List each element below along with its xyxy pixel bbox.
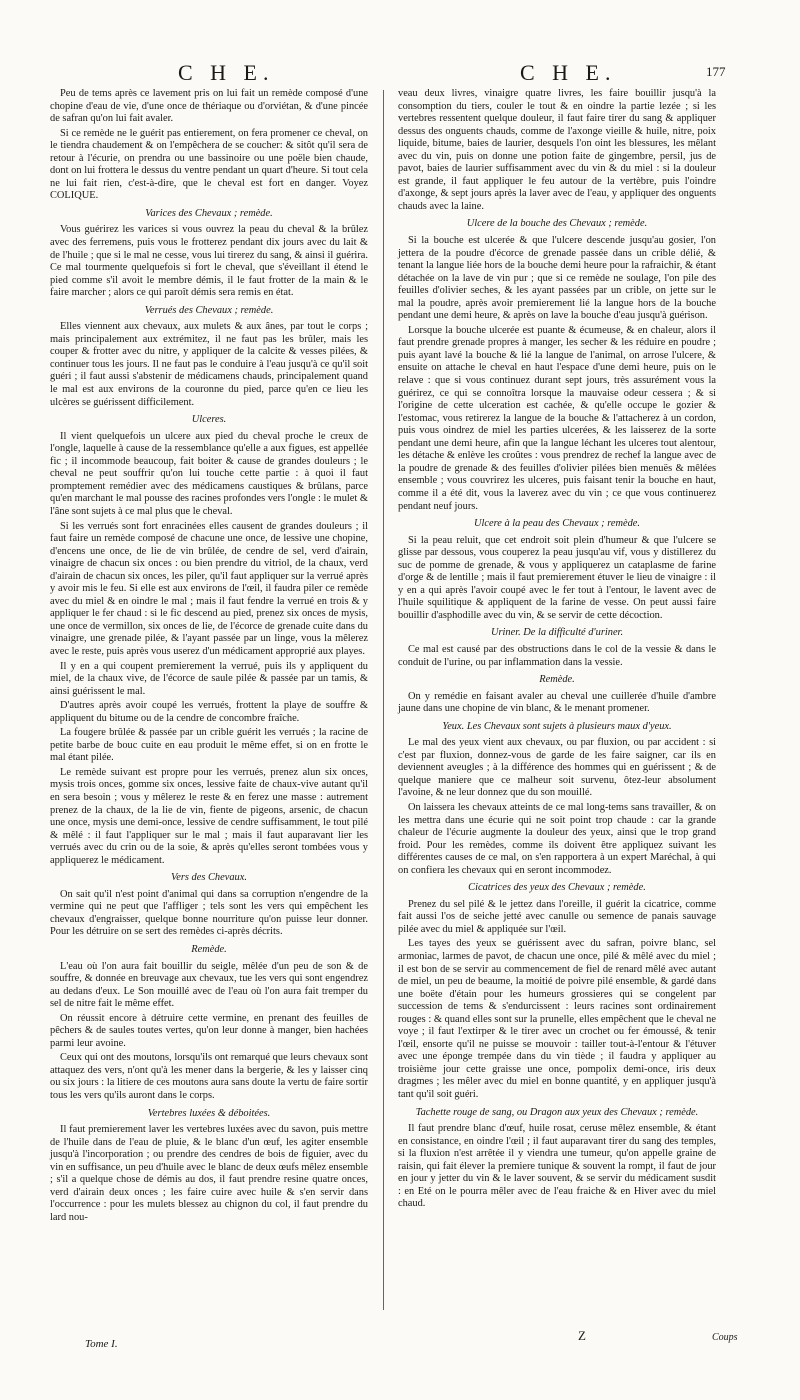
paragraph: On sait qu'il n'est point d'animal qui dans sa corruption n'engendre de la vermine qui ne peut que l'affliger ; tels sont les vers qui empêchent les chevaux d'engraisser, quelque bonne nourriture qu'on puisse leur donner. Pour les détruire on se sert des remèdes ci-après décrits. — [50, 888, 368, 938]
paragraph: La fougere brûlée & passée par un crible guérit les verrués ; la racine de petite barbe de bouc cuite en eau produit le même effet, si on en frotte le mal étant pilée. — [50, 727, 368, 764]
paragraph: On y remédie en faisant avaler au cheval une cuillerée d'huile d'ambre jaune dans une chopine de vin blanc, & le menant promener. — [398, 690, 716, 715]
paragraph: Vous guérirez les varices si vous ouvrez la peau du cheval & la brûlez avec des ferremens, puis vous le frotterez pendant dix jours avec du lait & de l'huile ; que si le mal ne cesse, vous lui tirerez du sang, & ainsi il guérira. Ce mal tourmente quelquefois si fort le cheval, que s'éveillant il étend le pied comme s'il avoit le membre démis, il le faut frotter de la main & le faire marcher ; alors ce qui paroît démis sera remis en état. — [50, 224, 368, 299]
paragraph: Ceux qui ont des moutons, lorsqu'ils ont remarqué que leurs chevaux sont attaquez des vers, n'ont qu'à les mener dans la bergerie, & les y laisser cinq ou six jours : la litiere de ces moutons aura sans doute la vertu de faire sortir tous les vers qu'ils auront dans le corps. — [50, 1052, 368, 1102]
paragraph: Il vient quelquefois un ulcere aux pied du cheval proche le creux de l'ongle, laquelle à cause de la ressemblance qu'elle a aux figues, est appellée fic ; il incommode beaucoup, fait boiter & cause de grandes douleurs ; le cheval ne peut souffrir qu'on lui touche cette partie : à quoi il faut promptement remédier avec des médicamens caustiques & brûlans, parce qu'en marchant le mal pousse des racines profondes vers l'ongle : le mulet & l'âne sont sujets à ce mal plus que le cheval. — [50, 430, 368, 517]
paragraph: Il faut premierement laver les vertebres luxées avec du savon, puis mettre de l'huile dans de l'eau de pluie, & le blanc d'un œuf, les agiter ensemble jusqu'à l'incorporation ; ou prendre des cendres de bois de figuier, avec du vin en suffisance, un peu d'huile avec le blanc de deux œufs mêlez ensemble ; s'il a quelque chose de démis au dos, il faut prendre resine quatre onces, verd d'airain deux onces ; les faire cuire avec huile & s'en servir dans l'occurrence : pour les mulets blessez au chignon du col, il faut prendre du lard nou- — [50, 1124, 368, 1223]
header-right-title: C H E. — [520, 60, 617, 85]
page-number: 177 — [706, 64, 726, 79]
paragraph: Elles viennent aux chevaux, aux mulets & aux ânes, par tout le corps ; mais principalement aux extrémitez, il ne faut pas les brûler, mais les couper & frotter avec du nitre, y appliquer de la calcite & vesses pilées, & continuer tous les jours. Il ne faut pas le conduire à l'eau jusqu'à ce qu'il soit guéri ; il faut aussi s'abstenir de médicamens chauds, principalement quand le mal est aux environs de la couronne du pied, parce qu'en ce lieu les ulcères se guérissent difficilement. — [50, 321, 368, 408]
running-header — [0, 58, 800, 88]
paragraph: Peu de tems après ce lavement pris on lui fait un remède composé d'une chopine d'eau de vie, d'une once de thériaque ou d'orviétan, & d'une pincée de safran qu'on lui fait avaler. — [50, 88, 368, 125]
section-heading: Yeux. Les Chevaux sont sujets à plusieurs maux d'yeux. — [442, 720, 672, 732]
section-heading: Vers des Chevaux. — [171, 872, 247, 884]
paragraph: Si les verrués sont fort enracinées elles causent de grandes douleurs ; il faut faire un remède composé de chacune une once, de lessive une chopine, d'encens une once, de lie de vin brûlée, de cendre de sel, verd d'airain, vinaigre de chacun six onces : ou bien prendre du vitriol, de la chaux, verd d'airain de chacun six onces, les piler, qu'il faut appliquer sur la verrué après y avoir mis le feu. Si elle est aux environs de l'œil, il faudra piler ce remède avec du miel & en oindre le mal ; mais il faut fendre la verrué en trois & y appliquer le fer chaud : si le fic descend au pied, prenez six onces de mysis, une once de vermillon, six onces de lie, de l'écorce de grenade cuite dans du vinaigre, une grenade pilée, & l'ayant passée par un linge, vous la mêlerez avec le reste, puis après vous userez d'un médicament approprié aux playes. — [50, 520, 368, 657]
section-heading: Remède. — [191, 944, 227, 955]
paragraph: Le mal des yeux vient aux chevaux, ou par fluxion, ou par accident : si c'est par fluxion, donnez-vous de garde de les faire saigner, car ils en deviennent aveugles ; à la différence des hommes qui en guérissent ; & de quelque maniere que ce malheur soit survenu, ôtez-leur absolument l'avoine, & ne leur donnez que du son mouillé. — [398, 737, 716, 799]
paragraph: Les tayes des yeux se guérissent avec du safran, poivre blanc, sel armoniac, larmes de pavot, de chacun une once, pilé & mêlé avec du miel ; il est bon de se servir au commencement de fiel de renard mêlé avec autant de miel, un peu de beaume, la moitié de poivre pilé ensemble, & gardé dans une boëte d'étain pour les humeurs grossieres qui se congelent par succession de tems & s'endurcissent : leurs racines sont ordinairement rouges : & quand elles sont sur la prunelle, elles empêchent que le cheval ne voye ; il faut l'extirper & le tirer avec un crochet ou fer émoussé, & tenir l'œil, ensorte qu'il ne puisse se mouvoir : tailler tout-à-l'entour & l'étuver avec une éponge trempée dans du vin tiède ; il faudra y appliquer au troisième jour cette graisse une once, pompolix demi-once, iris deux dragmes ; les mêler avec du miel en bonne quantité, y en appliquer jusqu'à tant qu'il soit guéri. — [398, 938, 716, 1101]
section-heading: Uriner. De la difficulté d'uriner. — [490, 627, 624, 639]
section-heading: Vertebres luxées & déboitées. — [147, 1107, 271, 1119]
section-heading: Ulceres. — [191, 414, 227, 426]
paragraph: veau deux livres, vinaigre quatre livres, les faire bouillir jusqu'à la consomption du tiers, couler le tout & en oindre la partie lezée ; si les vertebres ressentent quelque douleur, il faut faire tirer du sang & appliquer dessus des onguents chauds, comme de l'axonge vieille & huile, nitre, poix liquide, bitume, baies de laurier, desquels l'on oint les blessures, les mêlant avec du vin, puis on donne une potion faite de gingembre, persil, jus de pavot, baies de laurier suffisamment avec du vin & du miel : si la douleur est grande, il faut appliquer le feu autour de la vertèbre, puis l'oindre d'axonge, & sept jours après la laver avec de l'eau, y appliquer des onguents chauds avec la laine. — [398, 88, 716, 212]
paragraph: Si la peau reluit, que cet endroit soit plein d'humeur & que l'ulcere se glisse par dessous, vous couperez la peau jusqu'au vif, vous y distillerez du suc de pomme de grenade, & vous y appliquerez un cataplasme de farine d'orge & de lentille ; mais il faut premierement étuver le lieu de vinaigre : il y en a qui après l'avoir coupé avec le fer tout à l'entour, le lavent avec de l'huile squilitique & appliquent de la farine de vesse. On peut aussi faire bouillir d'asphodille avec du vin, & se servir de cette décoction. — [398, 534, 716, 621]
paragraph: Il faut prendre blanc d'œuf, huile rosat, ceruse mêlez ensemble, & étant en consistance, en oindre l'œil ; il faut auparavant tirer du sang des temples, si la fluxion n'est arrêtée il y viendra une tumeur, qu'on appelle graine de raisin, qui fait élever la premiere tunique & souvent la rompt, il faut de jour en jour y jetter du vin & le laver souvent, & se servir du médicament susdit : en Eté on le pourra mêler avec de l'eau fraiche & en Hiver avec du miel chaud. — [398, 1123, 716, 1210]
signature-mark: Z — [578, 1328, 586, 1343]
section-heading: Varices des Chevaux ; remède. — [145, 207, 273, 219]
paragraph: L'eau où l'on aura fait bouillir du seigle, mêlée d'un peu de son & de souffre, & donnée en breuvage aux chevaux, tue les vers qui sont engendrez au dedans d'eux. Le Son mouillé avec de l'eau où l'on aura fait tremper du sel de nitre fait le même effet. — [50, 960, 368, 1010]
section-heading: Ulcere de la bouche des Chevaux ; remède. — [466, 218, 648, 230]
column-divider — [383, 90, 384, 1310]
paragraph: Lorsque la bouche ulcerée est puante & écumeuse, & en chaleur, alors il faut prendre grenade propres à manger, les secher & les réduire en poudre ; puis ayant lavé la bouche & lié la langue de l'animal, on arrose l'ulcere, & ensuite on attache le cheval en haut l'espace d'une demi heure, puis on le relave : que si vous continuez durant sept jours, très assurément vous la guérirez, ce qui se connoîtra lorsque la mauvaise odeur cessera ; & si l'origine de cette ulceration est cachée, & qu'elle occupe le gozier & l'estomac, vous retirerez la langue de la bouche & l'attacherez à un cordon, puis vous oindrez de miel les parties ulcerées, & les laisserez de la sorte pendant une demi heure, afin que la langue léchant les ulceres tout alentour, les détache & enlève les croûtes : vous prendrez de rechef la langue avec de la poudre de grenade & des feuilles d'olivier pilées bien menuës & mêlées ensemble ; vous couvrirez les ulceres, puis faisant tenir la bouche en haut, comme il a été dit, vous la laverez avec du vin ; ce que vous continuerez pendant neuf jours. — [398, 324, 716, 512]
section-heading: Remède. — [539, 674, 575, 686]
paragraph: Prenez du sel pilé & le jettez dans l'oreille, il guérit la cicatrice, comme fait aussi l'os de seiche jetté avec canulle ou semence de panais sauvage pilée avec du miel & appliquée sur l'œil. — [398, 898, 716, 935]
section-heading: Ulcere à la peau des Chevaux ; remède. — [474, 518, 640, 530]
paragraph: Il y en a qui coupent premierement la verrué, puis ils y appliquent du miel, de la chaux vive, de l'écorce de saule pilée & passée par un tamis, & ainsi guérissent le mal. — [50, 660, 368, 697]
header-left-title: C H E. — [178, 60, 275, 85]
section-heading: Tachette rouge de sang, ou Dragon aux yeux des Chevaux ; remède. — [415, 1106, 699, 1118]
section-heading: Verrués des Chevaux ; remède. — [144, 304, 274, 316]
paragraph: Ce mal est causé par des obstructions dans le col de la vessie & dans le conduit de l'urine, ou par inflammation dans la vessie. — [398, 643, 716, 668]
paragraph: D'autres après avoir coupé les verrués, frottent la playe de souffre & appliquent du bitume ou de la cendre de concombre fraîche. — [50, 700, 368, 724]
volume-signature: Tome I. — [85, 1338, 118, 1350]
paragraph: Le remède suivant est propre pour les verrués, prenez alun six onces, mysis trois onces, gomme six onces, lessive faite de chaux-vive autant qu'il en sera besoin ; vous y mêlerez le reste & en ferez une masse : autrement prenez de la chaux, de la lie de vin, fiente de pigeons, arsenic, de chacun une once, mysis une demi-once, lessive de cendre suffisamment, le tout pilé & mêlé : il faut l'appliquer sur le mal ; mais il faut auparavant lier les verrués avec du crin ou de la soie, & après qu'elles seront tombées vous y appliquerez le médicament. — [50, 766, 368, 866]
paragraph: Si la bouche est ulcerée & que l'ulcere descende jusqu'au gosier, l'on jettera de la poudre d'écorce de grenade passée dans un crible délié, & tenant la langue liée hors de la bouche demi heure pour la rafraichir, & étant détachée on la lave de vin pur ; que si ce remède ne soulage, l'on pile des feuilles d'olivier seches, & les ayant passées par un crible, on jette sur le mal la poudre, après avoir premierement lié la langue hors de la bouche pendant une demi heure, & après on lave la bouche d'eau jusqu'à guérison. — [398, 235, 716, 322]
catchword: Coups — [712, 1332, 738, 1343]
paragraph: On réussit encore à détruire cette vermine, en prenant des feuilles de pêchers & de saules toutes vertes, qu'on leur donne à manger, bien hachées parmi leur avoine. — [50, 1012, 368, 1049]
right-text-column — [398, 88, 716, 1213]
paragraph: Si ce remède ne le guérit pas entierement, on fera promener ce cheval, on le tiendra chaudement & on l'empêchera de se coucher: & sitôt qu'il sera de retour à l'écurie, on prendra ou une bassinoire ou une poële bien chaude, dont on lui frottera le dessus du ventre pendant un quart d'heure. Si tout cela ne lui fait rien, c'est-à-dire, que le cheval est fort en danger. Voyez COLIQUE. — [50, 127, 368, 202]
paragraph: On laissera les chevaux atteints de ce mal long-tems sans travailler, & on les mettra dans une écurie qui ne soit point trop chaude : car la grande chaleur de l'écurie augmente la douleur des yeux, ainsi que le trop grand froid. Pour les remèdes, comme ils doivent être appliquez suivant les différentes causes de ce mal, on s'en rapportera à un expert Maréchal, à qui on confiera les chevaux qui en seront incommodez. — [398, 801, 716, 876]
left-text-column — [50, 88, 368, 1226]
section-heading: Cicatrices des yeux des Chevaux ; remède. — [468, 882, 646, 894]
